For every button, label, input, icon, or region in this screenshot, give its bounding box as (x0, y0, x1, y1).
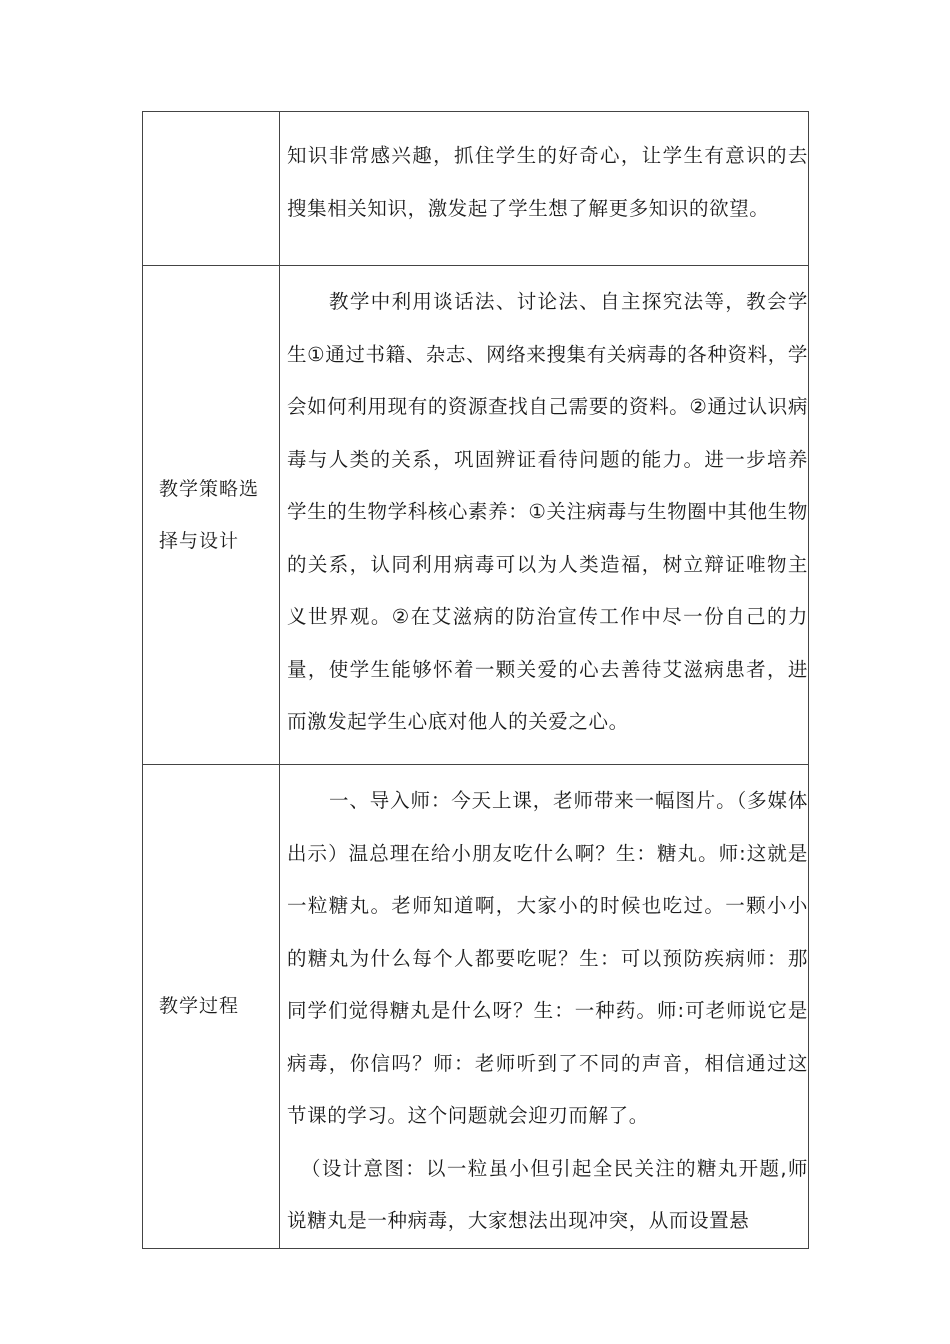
table-row (143, 765, 809, 1249)
row-label-cell (143, 266, 280, 765)
design-intent-paragraph: （设计意图：以一粒虽小但引起全民关注的糖丸开题,师说糖丸是一种病毒，大家想法出现冲突，从而设置悬 (287, 1156, 808, 1232)
row-label-cell (143, 112, 280, 266)
content-paragraph: 一、导入师：今天上课，老师带来一幅图片。（多媒体出示）温总理在给小朋友吃什么啊？生：糖丸。师:这就是一粒糖丸。老师知道啊，大家小的时候也吃过。一颗小小的糖丸为什么每个人都要吃呢？生：可以预防疾病师：那同学们觉得糖丸是什么呀？生：一种药。师:可老师说它是病毒，你信吗？师：老师听到了不同的声音，相信通过这节课的学习。这个问题就会迎刃而解了。 (287, 789, 808, 1127)
row-label-cell (143, 765, 280, 1249)
row-label: 教学策略选择与设计 (159, 478, 260, 552)
row-content-cell (280, 765, 809, 1249)
row-label: 教学过程 (159, 995, 240, 1018)
content-paragraph: 教学中利用谈话法、讨论法、自主探究法等，教会学生①通过书籍、杂志、网络来搜集有关病毒的各种资料，学会如何利用现有的资源查找自己需要的资料。②通过认识病毒与人类的关系，巩固辨证看待问题的能力。进一步培养学生的生物学科核心素养：①关注病毒与生物圈中其他生物的关系，认同利用病毒可以为人类造福，树立辩证唯物主义世界观。②在艾滋病的防治宣传工作中尽一份自己的力量，使学生能够怀着一颗关爱的心去善待艾滋病患者，进而激发起学生心底对他人的关爱之心。 (287, 290, 808, 733)
content-paragraph: 知识非常感兴趣，抓住学生的好奇心，让学生有意识的去搜集相关知识，激发起了学生想了解更多知识的欲望。 (287, 144, 808, 220)
lesson-plan-table (142, 111, 809, 1249)
table-row (143, 112, 809, 266)
row-content-cell (280, 266, 809, 765)
row-content-cell (280, 112, 809, 266)
table-row (143, 266, 809, 765)
